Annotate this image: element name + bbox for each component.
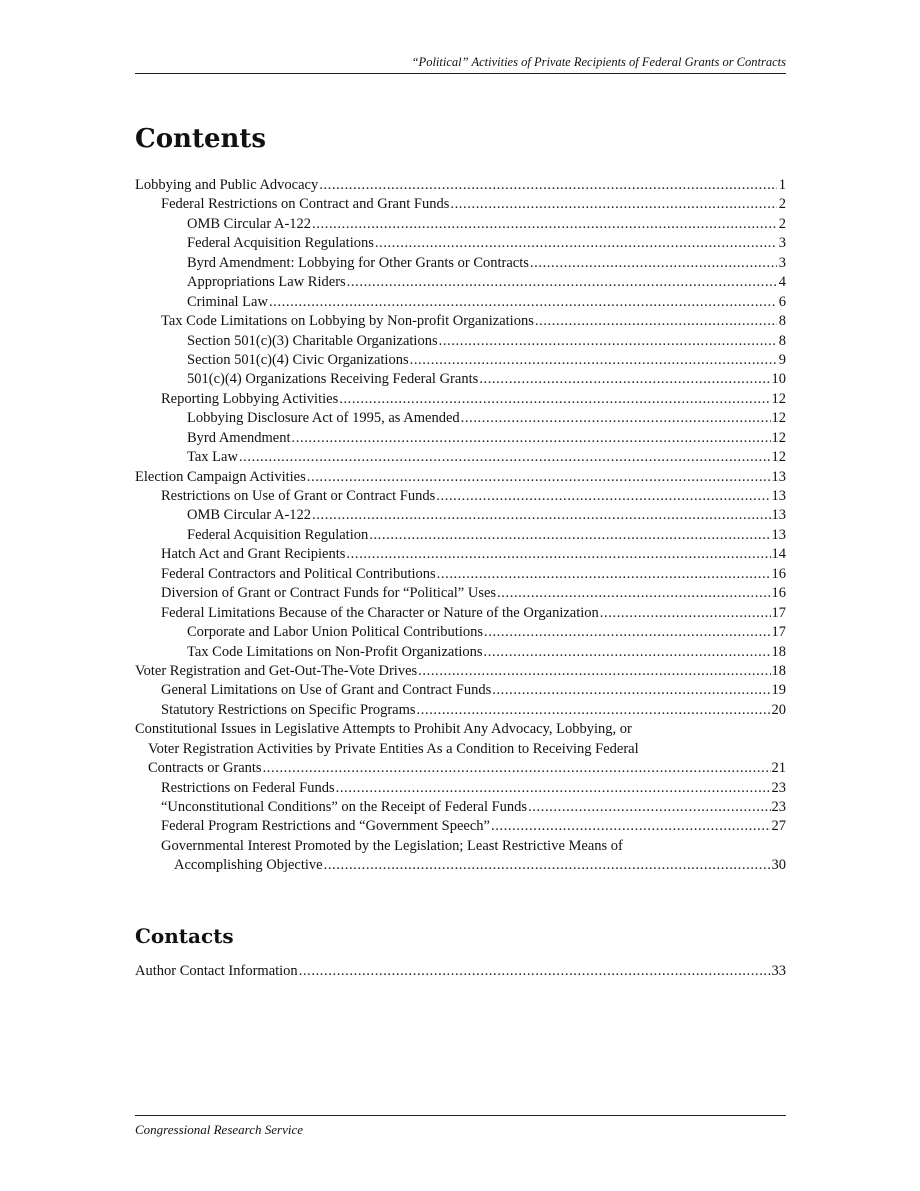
toc-entry-title: Author Contact Information bbox=[135, 963, 298, 979]
dot-leader bbox=[269, 293, 777, 312]
dot-leader bbox=[346, 545, 770, 564]
toc-entry-page: 27 bbox=[771, 818, 786, 835]
toc-entry-title: Section 501(c)(3) Charitable Organizations bbox=[187, 332, 438, 349]
toc-entry-title: Corporate and Labor Union Political Contributions bbox=[187, 624, 483, 641]
toc-entry-page: 13 bbox=[771, 488, 786, 504]
dot-leader bbox=[312, 215, 777, 234]
toc-entry[interactable] bbox=[135, 662, 786, 681]
toc-entry-title: Tax Code Limitations on Lobbying by Non-profit Organizations bbox=[161, 313, 534, 330]
dot-leader bbox=[417, 701, 771, 720]
dot-leader bbox=[484, 623, 771, 642]
toc-entry[interactable] bbox=[135, 195, 786, 214]
toc-entry-page: 1 bbox=[778, 177, 786, 193]
toc-entry[interactable] bbox=[135, 468, 786, 487]
toc-entry-page: 3 bbox=[778, 254, 786, 271]
toc-entry[interactable] bbox=[135, 545, 786, 564]
toc-entry[interactable] bbox=[135, 720, 786, 778]
toc-entry-title-line: Constitutional Issues in Legislative Attempts to Prohibit Any Advocacy, Lobbying, or bbox=[135, 721, 632, 738]
dot-leader bbox=[439, 332, 777, 351]
toc-entry[interactable] bbox=[135, 293, 786, 312]
dot-leader bbox=[307, 468, 771, 487]
toc-entry-title: Criminal Law bbox=[187, 293, 268, 310]
toc-entry[interactable] bbox=[135, 390, 786, 409]
toc-entry-title-line: Governmental Interest Promoted by the Legislation; Least Restrictive Means of bbox=[161, 837, 623, 854]
toc-entry[interactable] bbox=[135, 779, 786, 798]
toc-entry-page: 19 bbox=[771, 682, 786, 699]
toc-entry-title: Reporting Lobbying Activities bbox=[161, 390, 339, 407]
toc-entry-page: 18 bbox=[771, 662, 786, 679]
dot-leader bbox=[491, 817, 771, 836]
running-header: “Political” Activities of Private Recipients of Federal Grants or Contracts bbox=[135, 55, 786, 74]
toc-entry-title: Federal Restrictions on Contract and Grant Funds bbox=[161, 196, 450, 213]
toc-entry-page: 16 bbox=[771, 585, 786, 602]
toc-entry-title-line: Voter Registration Activities by Private Entities As a Condition to Receiving Federal bbox=[148, 740, 639, 757]
toc-entry-page: 13 bbox=[771, 507, 786, 524]
toc-entry-title: OMB Circular A-122 bbox=[187, 507, 312, 524]
dot-leader bbox=[484, 643, 771, 662]
toc-entry-page: 3 bbox=[778, 235, 786, 252]
toc-entry[interactable] bbox=[135, 798, 786, 817]
toc-entry-page: 23 bbox=[771, 799, 786, 816]
dot-leader bbox=[375, 234, 777, 253]
toc-entry[interactable] bbox=[135, 837, 786, 876]
toc-entry-title: “Unconstitutional Conditions” on the Receipt of Federal Funds bbox=[161, 799, 528, 816]
toc-entry-page: 9 bbox=[778, 351, 786, 368]
toc-entry[interactable] bbox=[135, 701, 786, 720]
dot-leader bbox=[347, 273, 777, 292]
dot-leader bbox=[239, 448, 771, 467]
toc-entry-title: Diversion of Grant or Contract Funds for “Political” Uses bbox=[161, 585, 497, 602]
toc-entry[interactable] bbox=[135, 176, 786, 195]
toc-entry-title: Byrd Amendment: Lobbying for Other Grants or Contracts bbox=[187, 254, 529, 271]
dot-leader bbox=[492, 681, 770, 700]
toc-entry-page: 30 bbox=[771, 857, 786, 874]
toc-entry[interactable] bbox=[135, 429, 786, 448]
toc-entry-title: Appropriations Law Riders bbox=[187, 274, 346, 291]
toc-entry-page: 13 bbox=[771, 468, 786, 485]
dot-leader bbox=[312, 506, 770, 525]
toc-entry-title: Election Campaign Activities bbox=[135, 468, 306, 485]
toc-entry-page: 14 bbox=[771, 546, 786, 563]
toc-entry-title: Statutory Restrictions on Specific Programs bbox=[161, 701, 416, 718]
dot-leader bbox=[530, 254, 777, 273]
dot-leader bbox=[339, 390, 770, 409]
toc-entry-page: 33 bbox=[771, 963, 786, 979]
dot-leader bbox=[528, 798, 770, 817]
toc-entry-page: 8 bbox=[778, 313, 786, 330]
dot-leader bbox=[497, 584, 770, 603]
toc-entry-page: 12 bbox=[771, 390, 786, 407]
table-of-contents bbox=[135, 176, 786, 876]
dot-leader bbox=[410, 351, 777, 370]
toc-entry[interactable] bbox=[135, 332, 786, 351]
dot-leader bbox=[461, 409, 771, 428]
dot-leader bbox=[418, 662, 770, 681]
dot-leader bbox=[263, 759, 771, 778]
toc-entry-page: 8 bbox=[778, 332, 786, 349]
toc-entry[interactable] bbox=[135, 254, 786, 273]
dot-leader bbox=[319, 176, 777, 195]
toc-entry-page: 17 bbox=[771, 604, 786, 621]
toc-entry-page: 20 bbox=[771, 701, 786, 718]
toc-entry-title: Hatch Act and Grant Recipients bbox=[161, 546, 346, 563]
dot-leader bbox=[292, 429, 771, 448]
toc-entry[interactable] bbox=[135, 584, 786, 603]
toc-entry[interactable] bbox=[135, 604, 786, 623]
dot-leader bbox=[437, 565, 771, 584]
toc-entry-page: 2 bbox=[778, 215, 786, 232]
toc-entry-title: Restrictions on Federal Funds bbox=[161, 779, 335, 796]
toc-entry[interactable] bbox=[135, 487, 786, 506]
toc-entry[interactable] bbox=[135, 962, 786, 981]
toc-entry-page: 2 bbox=[778, 196, 786, 213]
toc-entry[interactable] bbox=[135, 351, 786, 370]
dot-leader bbox=[479, 370, 770, 389]
toc-entry-title: Section 501(c)(4) Civic Organizations bbox=[187, 351, 409, 368]
toc-entry-title: Tax Law bbox=[187, 449, 238, 466]
toc-entry-title: Federal Contractors and Political Contributions bbox=[161, 565, 436, 582]
toc-entry-title-line: Contracts or Grants bbox=[148, 760, 262, 777]
toc-entry[interactable] bbox=[135, 681, 786, 700]
toc-entry[interactable] bbox=[135, 234, 786, 253]
dot-leader bbox=[436, 487, 770, 506]
toc-entry-title: Tax Code Limitations on Non-Profit Organizations bbox=[187, 643, 483, 660]
toc-entry-title: Byrd Amendment bbox=[187, 429, 291, 446]
toc-entry-page: 12 bbox=[771, 429, 786, 446]
toc-entry[interactable] bbox=[135, 312, 786, 331]
toc-entry-page: 12 bbox=[771, 449, 786, 466]
toc-entry-page: 18 bbox=[771, 643, 786, 660]
toc-entry-page: 6 bbox=[778, 293, 786, 310]
contacts-list bbox=[135, 962, 786, 981]
toc-entry-page: 13 bbox=[771, 526, 786, 543]
toc-entry-title: General Limitations on Use of Grant and Contract Funds bbox=[161, 682, 492, 699]
toc-entry[interactable] bbox=[135, 273, 786, 292]
toc-entry-title: Lobbying and Public Advocacy bbox=[135, 177, 319, 193]
dot-leader bbox=[369, 526, 770, 545]
toc-entry[interactable] bbox=[135, 526, 786, 545]
toc-entry[interactable] bbox=[135, 409, 786, 428]
toc-entry[interactable] bbox=[135, 215, 786, 234]
toc-entry-page: 4 bbox=[778, 274, 786, 291]
page-footer: Congressional Research Service bbox=[135, 1115, 786, 1138]
toc-entry-page: 16 bbox=[771, 565, 786, 582]
toc-entry-title: Voter Registration and Get-Out-The-Vote Drives bbox=[135, 662, 418, 679]
dot-leader bbox=[600, 604, 771, 623]
toc-entry-page: 21 bbox=[771, 760, 786, 777]
toc-entry-title: Federal Acquisition Regulation bbox=[187, 526, 369, 543]
toc-entry[interactable] bbox=[135, 448, 786, 467]
toc-entry-title: OMB Circular A-122 bbox=[187, 215, 312, 232]
toc-entry-title: 501(c)(4) Organizations Receiving Federal Grants bbox=[187, 371, 479, 388]
toc-entry-title: Lobbying Disclosure Act of 1995, as Amended bbox=[187, 410, 460, 427]
toc-entry[interactable] bbox=[135, 623, 786, 642]
toc-entry-title: Restrictions on Use of Grant or Contract Funds bbox=[161, 488, 436, 504]
toc-entry[interactable] bbox=[135, 506, 786, 525]
toc-entry-page: 23 bbox=[771, 779, 786, 796]
dot-leader bbox=[450, 195, 777, 214]
toc-entry[interactable] bbox=[135, 565, 786, 584]
toc-entry[interactable] bbox=[135, 643, 786, 662]
toc-entry-page: 17 bbox=[771, 624, 786, 641]
toc-entry-title-line: Accomplishing Objective bbox=[174, 857, 323, 874]
toc-entry[interactable] bbox=[135, 370, 786, 389]
dot-leader bbox=[324, 856, 771, 875]
toc-entry-page: 10 bbox=[771, 371, 786, 388]
toc-entry-title: Federal Program Restrictions and “Government Speech” bbox=[161, 818, 490, 835]
contents-heading: Contents bbox=[135, 124, 267, 154]
contacts-heading: Contacts bbox=[135, 924, 234, 948]
dot-leader bbox=[336, 779, 771, 798]
toc-entry-title: Federal Limitations Because of the Character or Nature of the Organization bbox=[161, 604, 599, 621]
toc-entry[interactable] bbox=[135, 817, 786, 836]
toc-entry-page: 12 bbox=[771, 410, 786, 427]
toc-entry-title: Federal Acquisition Regulations bbox=[187, 235, 374, 252]
dot-leader bbox=[535, 312, 777, 331]
dot-leader bbox=[299, 962, 771, 981]
